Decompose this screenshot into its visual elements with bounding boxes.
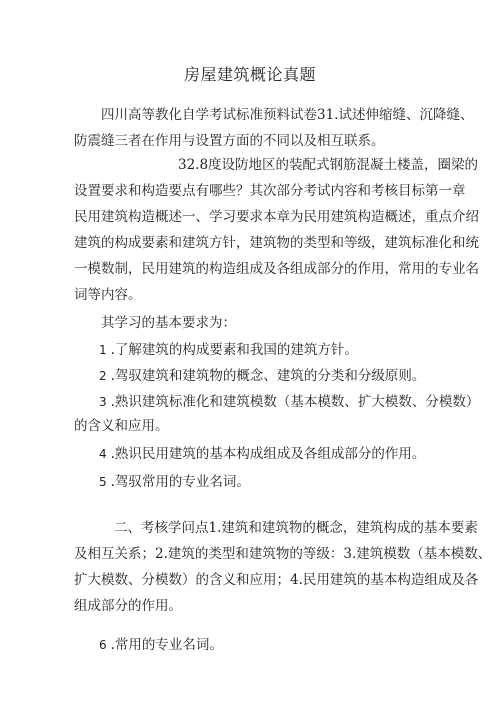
text-line: 建筑的构成要素和建筑方针，建筑物的类型和等级，建筑标准化和统 (74, 235, 479, 251)
list-text: .驾驭常用的专业名词。 (110, 474, 250, 490)
list-text: .熟识建筑标准化和建筑模数（基本模数、扩大模数、分模数） (110, 394, 480, 410)
list-text: .了解建筑的构成要素和我国的建筑方针。 (110, 342, 358, 358)
text-line: 四川高等教化自学考试标准预料试卷31.试述伸缩缝、沉降缝、 (101, 107, 474, 123)
list-text: .驾驭建筑和建筑物的概念、建筑的分类和分级原则。 (110, 368, 426, 384)
list-number: 5 (99, 475, 107, 489)
document-title: 房屋建筑概论真题 (183, 65, 316, 84)
text-line: 32.8度设防地区的装配式钢筋混凝土楼盖，圈梁的 (178, 157, 479, 173)
list-item-4 (99, 441, 425, 467)
list-number: 6 (99, 638, 107, 652)
list-item-2 (99, 363, 425, 389)
text-line: 及相互关系；2.建筑的类型和建筑物的等级：3.建筑模数（基本模数、 (74, 546, 492, 562)
text-line: 词等内容。 (74, 287, 142, 303)
list-number: 3 (99, 395, 107, 409)
text-line: 的含义和应用。 (74, 418, 169, 434)
list-item-5 (99, 469, 250, 495)
list-item-6 (99, 632, 223, 658)
text-line: 二、考核学问点1.建筑和建筑物的概念，建筑构成的基本要素 (114, 520, 478, 536)
list-number: 2 (99, 369, 107, 383)
paragraph-exam-question-32 (74, 152, 479, 308)
text-line: 设置要求和构造要点有哪些？其次部分考试内容和考核目标第一章 (74, 183, 466, 199)
text-line: 其学习的基本要求为： (101, 315, 236, 331)
list-text: .熟识民用建筑的基本构成组成及各组成部分的作用。 (110, 446, 426, 462)
list-item-3-continuation (74, 413, 430, 439)
text-line: 扩大模数、分模数）的含义和应用；4.民用建筑的基本构造组成及各 (74, 572, 479, 588)
text-line: 防震缝三者在作用与设置方面的不同以及相互联系。 (74, 133, 385, 149)
text-line: 民用建筑构造概述一、学习要求本章为民用建筑构造概述，重点介绍 (74, 209, 479, 225)
list-number: 4 (99, 447, 107, 461)
paragraph-key-knowledge-points (74, 515, 492, 619)
paragraph-exam-question-31 (74, 102, 474, 154)
text-line: 一模数制，民用建筑的构造组成及各组成部分的作用，常用的专业名 (74, 261, 479, 277)
list-item-1 (99, 337, 358, 363)
list-text: .常用的专业名词。 (110, 637, 223, 653)
paragraph-requirements-intro (74, 310, 430, 336)
list-item-3 (99, 389, 479, 415)
list-number: 1 (99, 343, 107, 357)
text-line: 组成部分的作用。 (74, 598, 182, 614)
